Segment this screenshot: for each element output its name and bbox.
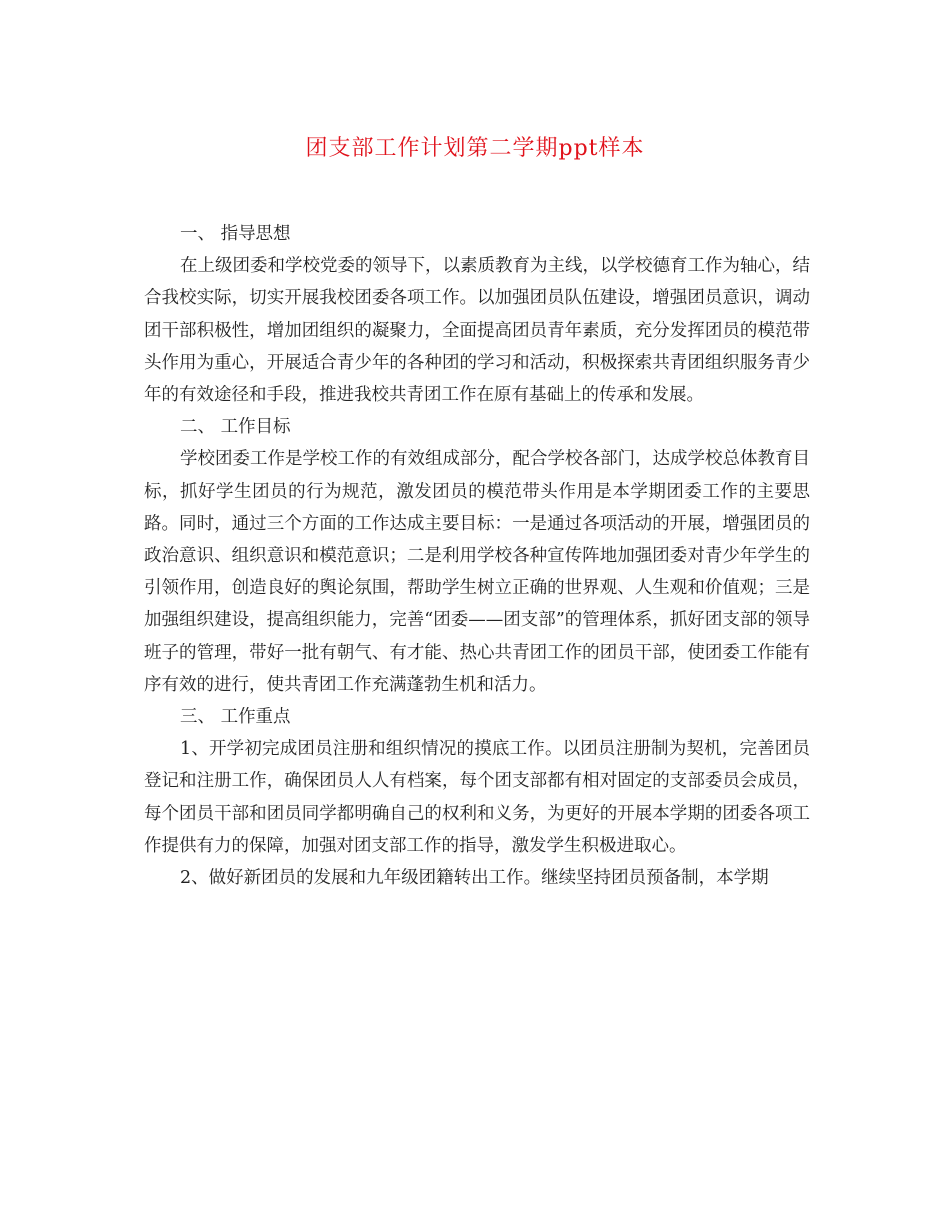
paragraph-work-focus-1: 1、开学初完成团员注册和组织情况的摸底工作。以团员注册制为契机，完善团员登记和注册工作，确保团员人人有档案，每个团支部都有相对固定的支部委员会成员，每个团员干部和团员同学都明确自己的权利和义务，为更好的开展本学期的团委各项工作提供有力的保障，加强对团支部工作的指导，激发学生积极进取心。 [144,739,810,856]
paragraph-work-focus-2: 2、做好新团员的发展和九年级团籍转出工作。继续坚持团员预备制，本学期 [180,868,769,889]
paragraph-work-goals: 学校团委工作是学校工作的有效组成部分，配合学校各部门，达成学校总体教育目标，抓好学生团员的行为规范，激发团员的模范带头作用是本学期团委工作的主要思路。同时，通过三个方面的工作达成主要目标：一是通过各项活动的开展，增强团员的政治意识、组织意识和模范意识；二是利用学校各种宣传阵地加强团委对青少年学生的引领作用，创造良好的舆论氛围，帮助学生树立正确的世界观、人生观和价值观；三是加强组织建设，提高组织能力，完善“团委——团支部”的管理体系，抓好团支部的领导班子的管理，带好一批有朝气、有才能、热心共青团工作的团员干部，使团委工作能有序有效的进行，使共青团工作充满蓬勃生机和活力。 [144,449,810,695]
document-body [144,218,810,894]
section-heading-work-focus: 三、 工作重点 [180,707,291,728]
document-title: 团支部工作计划第二学期ppt样本 [305,136,645,161]
paragraph-guiding-ideology: 在上级团委和学校党委的领导下，以素质教育为主线，以学校德育工作为轴心，结合我校实际，切实开展我校团委各项工作。以加强团员队伍建设，增强团员意识，调动团干部积极性，增加团组织的凝聚力，全面提高团员青年素质，充分发挥团员的模范带头作用为重心，开展适合青少年的各种团的学习和活动，积极探索共青团组织服务青少年的有效途径和手段，推进我校共青团工作在原有基础上的传承和发展。 [144,256,810,406]
section-heading-work-goals: 二、 工作目标 [180,417,291,438]
section-heading-guiding-ideology: 一、 指导思想 [180,224,291,244]
